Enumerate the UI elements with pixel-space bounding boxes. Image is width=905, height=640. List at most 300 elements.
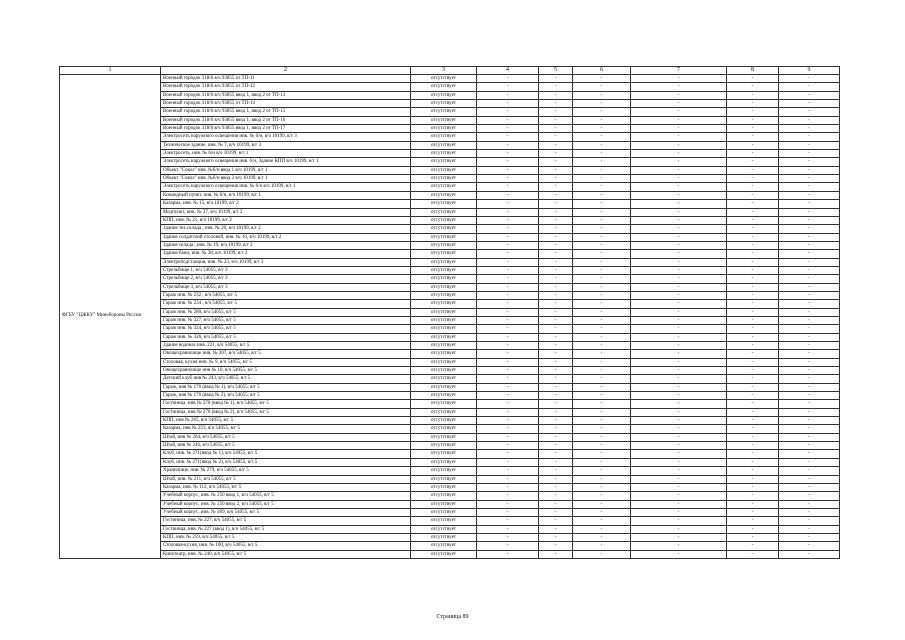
header-row: [60, 67, 840, 75]
dash-cell: -: [477, 166, 539, 174]
dash-cell: -: [727, 283, 779, 291]
dash-cell: -: [779, 266, 840, 274]
dash-cell: -: [631, 333, 727, 341]
table-row: [60, 191, 840, 199]
dash-cell: -: [573, 141, 631, 149]
dash-cell: -: [477, 266, 539, 274]
dash-cell: -: [631, 208, 727, 216]
dash-cell: -: [727, 492, 779, 500]
dash-cell: -: [779, 175, 840, 183]
dash-cell: -: [631, 458, 727, 466]
status-cell: отсутствует: [411, 191, 477, 199]
dash-cell: -: [539, 258, 573, 266]
object-name-cell: КПП, инв № 265, в/ч 54055, в/г 5: [161, 417, 411, 425]
dash-cell: -: [477, 258, 539, 266]
col-header: 1: [60, 67, 161, 75]
status-cell: отсутствует: [411, 200, 477, 208]
status-cell: отсутствует: [411, 158, 477, 166]
status-cell: отсутствует: [411, 150, 477, 158]
status-cell: отсутствует: [411, 166, 477, 174]
dash-cell: -: [573, 275, 631, 283]
dash-cell: -: [539, 492, 573, 500]
dash-cell: -: [631, 175, 727, 183]
object-name-cell: Военный городок 318/6 в/ч 93855 от ТП-14: [161, 100, 411, 108]
dash-cell: -: [539, 100, 573, 108]
dash-cell: -: [779, 150, 840, 158]
dash-cell: -: [631, 408, 727, 416]
dash-cell: -: [539, 467, 573, 475]
dash-cell: -: [779, 108, 840, 116]
status-cell: отсутствует: [411, 483, 477, 491]
dash-cell: -: [779, 241, 840, 249]
dash-cell: -: [631, 116, 727, 124]
dash-cell: -: [573, 125, 631, 133]
dash-cell: -: [573, 408, 631, 416]
dash-cell: -: [631, 433, 727, 441]
status-cell: отсутствует: [411, 283, 477, 291]
dash-cell: -: [779, 166, 840, 174]
status-cell: отсутствует: [411, 250, 477, 258]
dash-cell: -: [779, 100, 840, 108]
dash-cell: -: [539, 283, 573, 291]
dash-cell: -: [539, 508, 573, 516]
dash-cell: -: [539, 233, 573, 241]
dash-cell: -: [573, 517, 631, 525]
dash-cell: -: [631, 508, 727, 516]
dash-cell: -: [779, 191, 840, 199]
table-row: [60, 450, 840, 458]
object-name-cell: Хранилище, инв. № 279, в/ч 54055, в/г 5: [161, 467, 411, 475]
object-name-cell: Овощехранилище инв. № 307, в/ч 54055, в/г 5: [161, 350, 411, 358]
data-table: [59, 66, 840, 559]
table-row: [60, 358, 840, 366]
dash-cell: -: [727, 325, 779, 333]
status-cell: отсутствует: [411, 475, 477, 483]
object-name-cell: Казарма, инв № 253, в/ч 54055, в/г 5: [161, 425, 411, 433]
col-header: 9: [779, 67, 840, 75]
dash-cell: -: [573, 241, 631, 249]
dash-cell: -: [779, 417, 840, 425]
dash-cell: -: [477, 325, 539, 333]
dash-cell: -: [779, 200, 840, 208]
dash-cell: -: [477, 183, 539, 191]
organization-cell: ФГБУ "ЦЖКУ" Минобороны России: [60, 75, 161, 559]
dash-cell: -: [573, 500, 631, 508]
dash-cell: -: [539, 75, 573, 83]
status-cell: отсутствует: [411, 175, 477, 183]
dash-cell: -: [631, 141, 727, 149]
object-name-cell: Военный городок 318/6 в/ч 93855 ввод 1, ввод 2 от ТП-15: [161, 108, 411, 116]
status-cell: отсутствует: [411, 133, 477, 141]
dash-cell: -: [727, 450, 779, 458]
dash-cell: -: [631, 475, 727, 483]
table-row: [60, 492, 840, 500]
dash-cell: -: [631, 316, 727, 324]
object-name-cell: Клуб, инв. № 271(ввод № 1), в/ч 54055, в/г 5: [161, 450, 411, 458]
status-cell: отсутствует: [411, 183, 477, 191]
dash-cell: -: [573, 216, 631, 224]
dash-cell: -: [539, 433, 573, 441]
dash-cell: -: [477, 158, 539, 166]
dash-cell: -: [779, 283, 840, 291]
dash-cell: -: [477, 91, 539, 99]
dash-cell: -: [727, 392, 779, 400]
status-cell: отсутствует: [411, 108, 477, 116]
dash-cell: -: [727, 508, 779, 516]
object-name-cell: Военный городок 318/6 в/ч 93855 ввод 1, ввод 2 от ТП-16: [161, 116, 411, 124]
dash-cell: -: [779, 183, 840, 191]
table-row: [60, 125, 840, 133]
table-row: [60, 233, 840, 241]
dash-cell: -: [573, 442, 631, 450]
dash-cell: -: [631, 400, 727, 408]
dash-cell: -: [477, 442, 539, 450]
dash-cell: -: [631, 183, 727, 191]
table-row: [60, 483, 840, 491]
page-number: Страница 89: [436, 614, 469, 620]
object-name-cell: Клуб, инв. № 271(ввод № 2), в/ч 54055, в/г 5: [161, 458, 411, 466]
dash-cell: -: [631, 533, 727, 541]
object-name-cell: Объект "Сокол" инв. №б/н ввод 2 в/ч 10199, в/г 1: [161, 175, 411, 183]
dash-cell: -: [573, 533, 631, 541]
dash-cell: -: [779, 442, 840, 450]
dash-cell: -: [477, 100, 539, 108]
dash-cell: -: [539, 225, 573, 233]
dash-cell: -: [477, 542, 539, 550]
dash-cell: -: [727, 316, 779, 324]
object-name-cell: Столовая-кухня, инв. № 100, в/ч 54055, в/г 5: [161, 542, 411, 550]
status-cell: отсутствует: [411, 425, 477, 433]
dash-cell: -: [727, 408, 779, 416]
col-header: 4: [477, 67, 539, 75]
dash-cell: -: [727, 425, 779, 433]
dash-cell: -: [573, 458, 631, 466]
table-row: [60, 517, 840, 525]
dash-cell: -: [779, 392, 840, 400]
object-name-cell: Электросеть наружного освещения инв. 6/н, Здание КПП в/ч 10199, в/г 1: [161, 158, 411, 166]
dash-cell: -: [727, 308, 779, 316]
dash-cell: -: [573, 158, 631, 166]
dash-cell: -: [539, 158, 573, 166]
table-row: [60, 133, 840, 141]
dash-cell: -: [631, 517, 727, 525]
dash-cell: -: [631, 392, 727, 400]
dash-cell: -: [727, 542, 779, 550]
dash-cell: -: [631, 467, 727, 475]
dash-cell: -: [727, 91, 779, 99]
table-row: [60, 533, 840, 541]
table-row: [60, 375, 840, 383]
object-name-cell: Стрельбище 3, в/ч 54055, в/г 3: [161, 283, 411, 291]
dash-cell: -: [779, 375, 840, 383]
dash-cell: -: [573, 367, 631, 375]
col-header: 5: [539, 67, 573, 75]
dash-cell: -: [539, 200, 573, 208]
dash-cell: -: [727, 500, 779, 508]
dash-cell: -: [727, 100, 779, 108]
dash-cell: -: [573, 91, 631, 99]
dash-cell: -: [477, 108, 539, 116]
dash-cell: -: [539, 216, 573, 224]
object-name-cell: Гараж инв. № 234 , в/ч 54055, в/г 5: [161, 300, 411, 308]
dash-cell: -: [779, 158, 840, 166]
dash-cell: -: [477, 316, 539, 324]
dash-cell: -: [727, 517, 779, 525]
dash-cell: -: [779, 308, 840, 316]
object-name-cell: Здание тех.склада , инв. № 20, в/ч 10199, в/г 2: [161, 225, 411, 233]
dash-cell: -: [477, 475, 539, 483]
dash-cell: -: [477, 508, 539, 516]
dash-cell: -: [727, 191, 779, 199]
table-row: [60, 183, 840, 191]
dash-cell: -: [539, 150, 573, 158]
table-row: [60, 275, 840, 283]
dash-cell: -: [727, 350, 779, 358]
object-name-cell: Столовая, кухня инв. № 9, в/ч 54055, в/г 5: [161, 358, 411, 366]
dash-cell: -: [477, 433, 539, 441]
dash-cell: -: [539, 175, 573, 183]
dash-cell: -: [477, 191, 539, 199]
dash-cell: -: [631, 225, 727, 233]
dash-cell: -: [573, 417, 631, 425]
dash-cell: -: [779, 116, 840, 124]
dash-cell: -: [539, 183, 573, 191]
status-cell: отсутствует: [411, 383, 477, 391]
dash-cell: -: [631, 375, 727, 383]
dash-cell: -: [779, 258, 840, 266]
dash-cell: -: [573, 100, 631, 108]
dash-cell: -: [727, 291, 779, 299]
status-cell: отсутствует: [411, 350, 477, 358]
dash-cell: -: [477, 383, 539, 391]
status-cell: отсутствует: [411, 316, 477, 324]
dash-cell: -: [727, 400, 779, 408]
dash-cell: -: [727, 133, 779, 141]
table-row: [60, 367, 840, 375]
object-name-cell: Гараж, инв № 176 (ввод № 1), в/ч 54055, в/г 5: [161, 383, 411, 391]
dash-cell: -: [727, 75, 779, 83]
dash-cell: -: [477, 458, 539, 466]
dash-cell: -: [779, 475, 840, 483]
dash-cell: -: [631, 342, 727, 350]
dash-cell: -: [779, 492, 840, 500]
object-name-cell: Казарма, инв. № 112, в/ч 54055, в/г 5: [161, 483, 411, 491]
object-name-cell: Штаб, инв № 246, в/ч 54055, в/г 5: [161, 442, 411, 450]
status-cell: отсутствует: [411, 125, 477, 133]
dash-cell: -: [573, 400, 631, 408]
dash-cell: -: [477, 517, 539, 525]
dash-cell: -: [631, 542, 727, 550]
table-row: [60, 525, 840, 533]
dash-cell: -: [779, 542, 840, 550]
dash-cell: -: [631, 442, 727, 450]
object-name-cell: Здание склада , инв. № 19, в/ч 10199, в/г 2: [161, 241, 411, 249]
table-row: [60, 91, 840, 99]
status-cell: отсутствует: [411, 342, 477, 350]
status-cell: отсутствует: [411, 442, 477, 450]
table-row: [60, 266, 840, 274]
table-row: [60, 400, 840, 408]
dash-cell: -: [477, 216, 539, 224]
status-cell: отсутствует: [411, 467, 477, 475]
dash-cell: -: [779, 350, 840, 358]
dash-cell: -: [573, 183, 631, 191]
object-name-cell: Детский клуб инв № 243, в/ч 54055, в/г 5: [161, 375, 411, 383]
dash-cell: -: [779, 342, 840, 350]
table-row: [60, 175, 840, 183]
dash-cell: -: [539, 425, 573, 433]
status-cell: отсутствует: [411, 291, 477, 299]
object-name-cell: Здание водонас.инв. 221, в/ч 54055, в/г 5: [161, 342, 411, 350]
dash-cell: -: [477, 200, 539, 208]
dash-cell: -: [573, 342, 631, 350]
dash-cell: -: [727, 417, 779, 425]
dash-cell: -: [727, 141, 779, 149]
object-name-cell: Военный городок 318/6 в/ч 93855 ввод 1, ввод 2 от ТП-13: [161, 91, 411, 99]
dash-cell: -: [727, 208, 779, 216]
object-name-cell: Гостиница, инв № 270 (ввод № 1), в/ч 54055, в/г 5: [161, 400, 411, 408]
dash-cell: -: [727, 183, 779, 191]
dash-cell: -: [573, 350, 631, 358]
table-row: [60, 475, 840, 483]
table-row: [60, 333, 840, 341]
dash-cell: -: [573, 283, 631, 291]
dash-cell: -: [477, 358, 539, 366]
dash-cell: -: [727, 300, 779, 308]
dash-cell: -: [539, 350, 573, 358]
dash-cell: -: [539, 250, 573, 258]
dash-cell: -: [727, 442, 779, 450]
dash-cell: -: [539, 325, 573, 333]
table-row: [60, 225, 840, 233]
status-cell: отсутствует: [411, 508, 477, 516]
dash-cell: -: [539, 83, 573, 91]
dash-cell: -: [779, 367, 840, 375]
dash-cell: -: [573, 233, 631, 241]
table-row: [60, 116, 840, 124]
dash-cell: -: [539, 525, 573, 533]
object-name-cell: Гараж инв. № 232 , в/ч 54055, в/г 5: [161, 291, 411, 299]
dash-cell: -: [727, 367, 779, 375]
status-cell: отсутствует: [411, 83, 477, 91]
dash-cell: -: [539, 417, 573, 425]
dash-cell: -: [727, 108, 779, 116]
dash-cell: -: [539, 383, 573, 391]
object-name-cell: Электросеть, инв. № 6/н в/ч 10199, в/г 1: [161, 150, 411, 158]
table-row: [60, 316, 840, 324]
dash-cell: -: [573, 483, 631, 491]
object-name-cell: Объект "Сокол" инв. №б/н ввод 1 в/ч 10199, в/г 1: [161, 166, 411, 174]
dash-cell: -: [631, 100, 727, 108]
dash-cell: -: [573, 325, 631, 333]
dash-cell: -: [539, 542, 573, 550]
dash-cell: -: [727, 358, 779, 366]
dash-cell: -: [727, 225, 779, 233]
table-row: [60, 350, 840, 358]
dash-cell: -: [573, 475, 631, 483]
dash-cell: -: [573, 133, 631, 141]
dash-cell: -: [477, 392, 539, 400]
dash-cell: -: [727, 166, 779, 174]
status-cell: отсутствует: [411, 333, 477, 341]
dash-cell: -: [631, 108, 727, 116]
table-row: [60, 83, 840, 91]
dash-cell: -: [727, 275, 779, 283]
dash-cell: -: [779, 400, 840, 408]
dash-cell: -: [477, 75, 539, 83]
col-header: 3: [411, 67, 477, 75]
dash-cell: -: [631, 191, 727, 199]
dash-cell: -: [477, 83, 539, 91]
table-row: [60, 200, 840, 208]
dash-cell: -: [631, 233, 727, 241]
dash-cell: -: [631, 216, 727, 224]
dash-cell: -: [727, 175, 779, 183]
dash-cell: -: [539, 291, 573, 299]
dash-cell: -: [727, 383, 779, 391]
dash-cell: -: [539, 408, 573, 416]
dash-cell: -: [539, 300, 573, 308]
dash-cell: -: [631, 250, 727, 258]
dash-cell: -: [779, 433, 840, 441]
dash-cell: -: [573, 291, 631, 299]
table-row: [60, 108, 840, 116]
dash-cell: -: [631, 91, 727, 99]
object-name-cell: Медпункт, инв. № 37, в/ч 10199, в/г 2: [161, 208, 411, 216]
dash-cell: -: [631, 200, 727, 208]
status-cell: отсутствует: [411, 367, 477, 375]
dash-cell: -: [727, 342, 779, 350]
table-row: [60, 241, 840, 249]
dash-cell: -: [477, 141, 539, 149]
status-cell: отсутствует: [411, 542, 477, 550]
dash-cell: -: [573, 375, 631, 383]
status-cell: отсутствует: [411, 517, 477, 525]
table-row: [60, 325, 840, 333]
table-row: [60, 141, 840, 149]
dash-cell: -: [477, 367, 539, 375]
dash-cell: -: [779, 233, 840, 241]
dash-cell: -: [477, 500, 539, 508]
object-name-cell: Стрельбище 2, в/ч 54055, в/г 3: [161, 275, 411, 283]
dash-cell: -: [779, 216, 840, 224]
dash-cell: -: [539, 550, 573, 558]
dash-cell: -: [779, 83, 840, 91]
dash-cell: -: [477, 333, 539, 341]
dash-cell: -: [727, 475, 779, 483]
object-name-cell: Учебный корпус, инв. № 250 ввод 1, в/ч 54055, в/г 5: [161, 492, 411, 500]
dash-cell: -: [477, 125, 539, 133]
dash-cell: -: [573, 308, 631, 316]
dash-cell: -: [631, 166, 727, 174]
object-name-cell: Командный пункт, инв. № 6/н, в/ч 10199, в/г 1: [161, 191, 411, 199]
dash-cell: -: [727, 116, 779, 124]
dash-cell: -: [539, 500, 573, 508]
dash-cell: -: [539, 400, 573, 408]
dash-cell: -: [779, 333, 840, 341]
dash-cell: -: [573, 316, 631, 324]
status-cell: отсутствует: [411, 116, 477, 124]
dash-cell: -: [727, 333, 779, 341]
dash-cell: -: [477, 150, 539, 158]
status-cell: отсутствует: [411, 241, 477, 249]
status-cell: отсутствует: [411, 358, 477, 366]
table-row: [60, 166, 840, 174]
dash-cell: -: [539, 342, 573, 350]
object-name-cell: Овощехранилище инв № 10, в/ч 54055, в/г 5: [161, 367, 411, 375]
object-name-cell: Гостиница, инв. № 227, в/ч 54055, в/г 5: [161, 517, 411, 525]
dash-cell: -: [539, 308, 573, 316]
